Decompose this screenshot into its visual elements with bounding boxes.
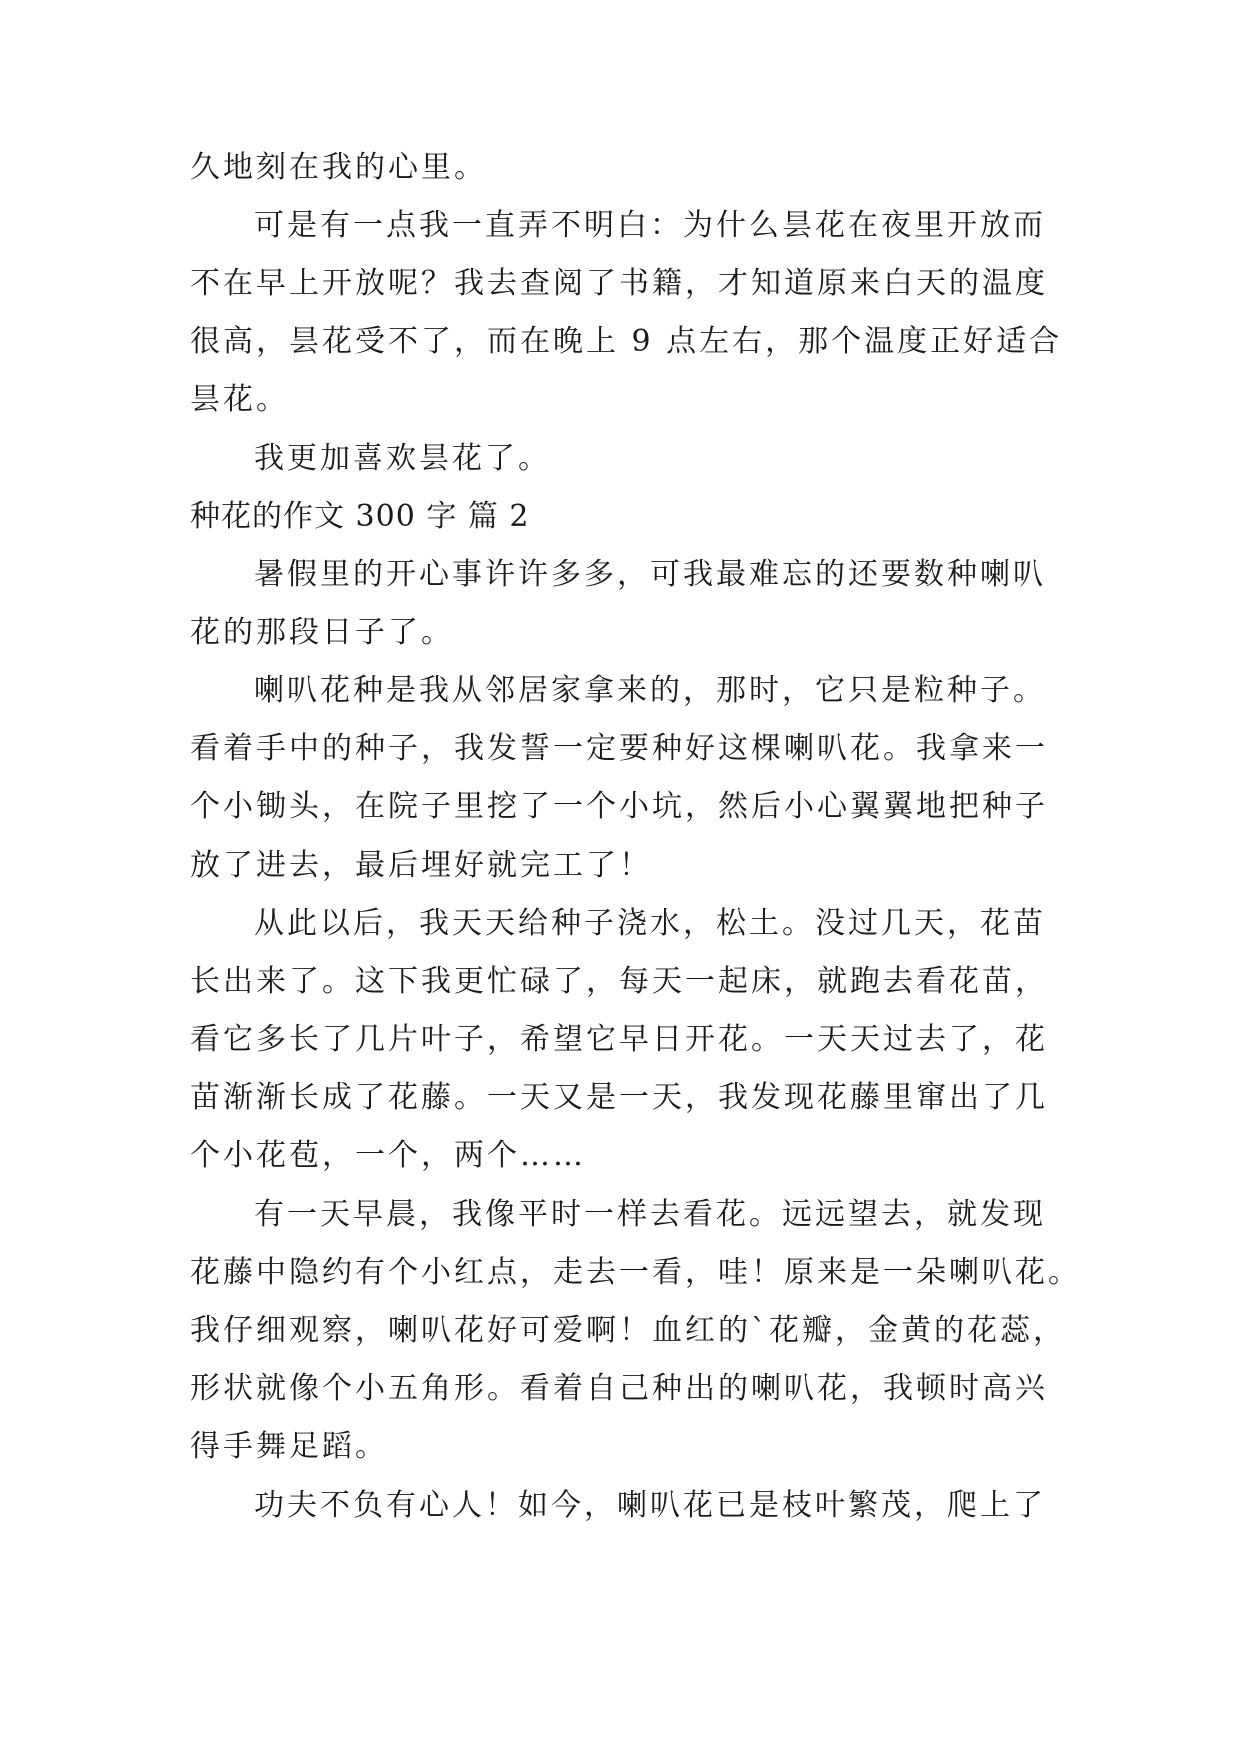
- text-line: 很高，昙花受不了，而在晚上 9 点左右，那个温度正好适合: [190, 324, 1063, 359]
- section-heading: 种花的作文 300 字 篇 2: [190, 499, 530, 534]
- text-line: 看着手中的种子，我发誓一定要种好这棵喇叭花。我拿来一: [190, 731, 1048, 766]
- paragraph-start-line: 暑假里的开心事许许多多，可我最难忘的还要数种喇叭: [254, 557, 1046, 592]
- paragraph-start-line: 功夫不负有心人！如今，喇叭花已是枝叶繁茂，爬上了: [254, 1488, 1046, 1523]
- text-line: 放了进去，最后埋好就完工了！: [190, 848, 652, 883]
- text-line: 看它多长了几片叶子，希望它早日开花。一天天过去了，花: [190, 1022, 1048, 1057]
- text-line: 形状就像个小五角形。看着自己种出的喇叭花，我顿时高兴: [190, 1371, 1048, 1406]
- paragraph-start-line: 我更加喜欢昙花了。: [254, 441, 551, 476]
- text-line: 我仔细观察，喇叭花好可爱啊！血红的`花瓣，金黄的花蕊，: [190, 1313, 1066, 1348]
- text-line: 苗渐渐长成了花藤。一天又是一天，我发现花藤里窜出了几: [190, 1080, 1048, 1115]
- text-line: 得手舞足蹈。: [190, 1429, 388, 1464]
- paragraph-start-line: 可是有一点我一直弄不明白：为什么昙花在夜里开放而: [254, 208, 1046, 243]
- paragraph-start-line: 从此以后，我天天给种子浇水，松土。没过几天，花苗: [254, 906, 1046, 941]
- text-line: 花的那段日子了。: [190, 615, 454, 650]
- text-line: 个小锄头，在院子里挖了一个小坑，然后小心翼翼地把种子: [190, 789, 1048, 824]
- paragraph-start-line: 有一天早晨，我像平时一样去看花。远远望去，就发现: [254, 1197, 1046, 1232]
- text-line: 久地刻在我的心里。: [190, 150, 487, 185]
- text-line: 昙花。: [190, 382, 289, 417]
- paragraph-start-line: 喇叭花种是我从邻居家拿来的，那时，它只是粒种子。: [254, 673, 1046, 708]
- text-line: 个小花苞，一个，两个……: [190, 1138, 586, 1173]
- text-line: 花藤中隐约有个小红点，走去一看，哇！原来是一朵喇叭花。: [190, 1255, 1081, 1290]
- text-line: 长出来了。这下我更忙碌了，每天一起床，就跑去看花苗，: [190, 964, 1048, 999]
- text-line: 不在早上开放呢？我去查阅了书籍，才知道原来白天的温度: [190, 266, 1048, 301]
